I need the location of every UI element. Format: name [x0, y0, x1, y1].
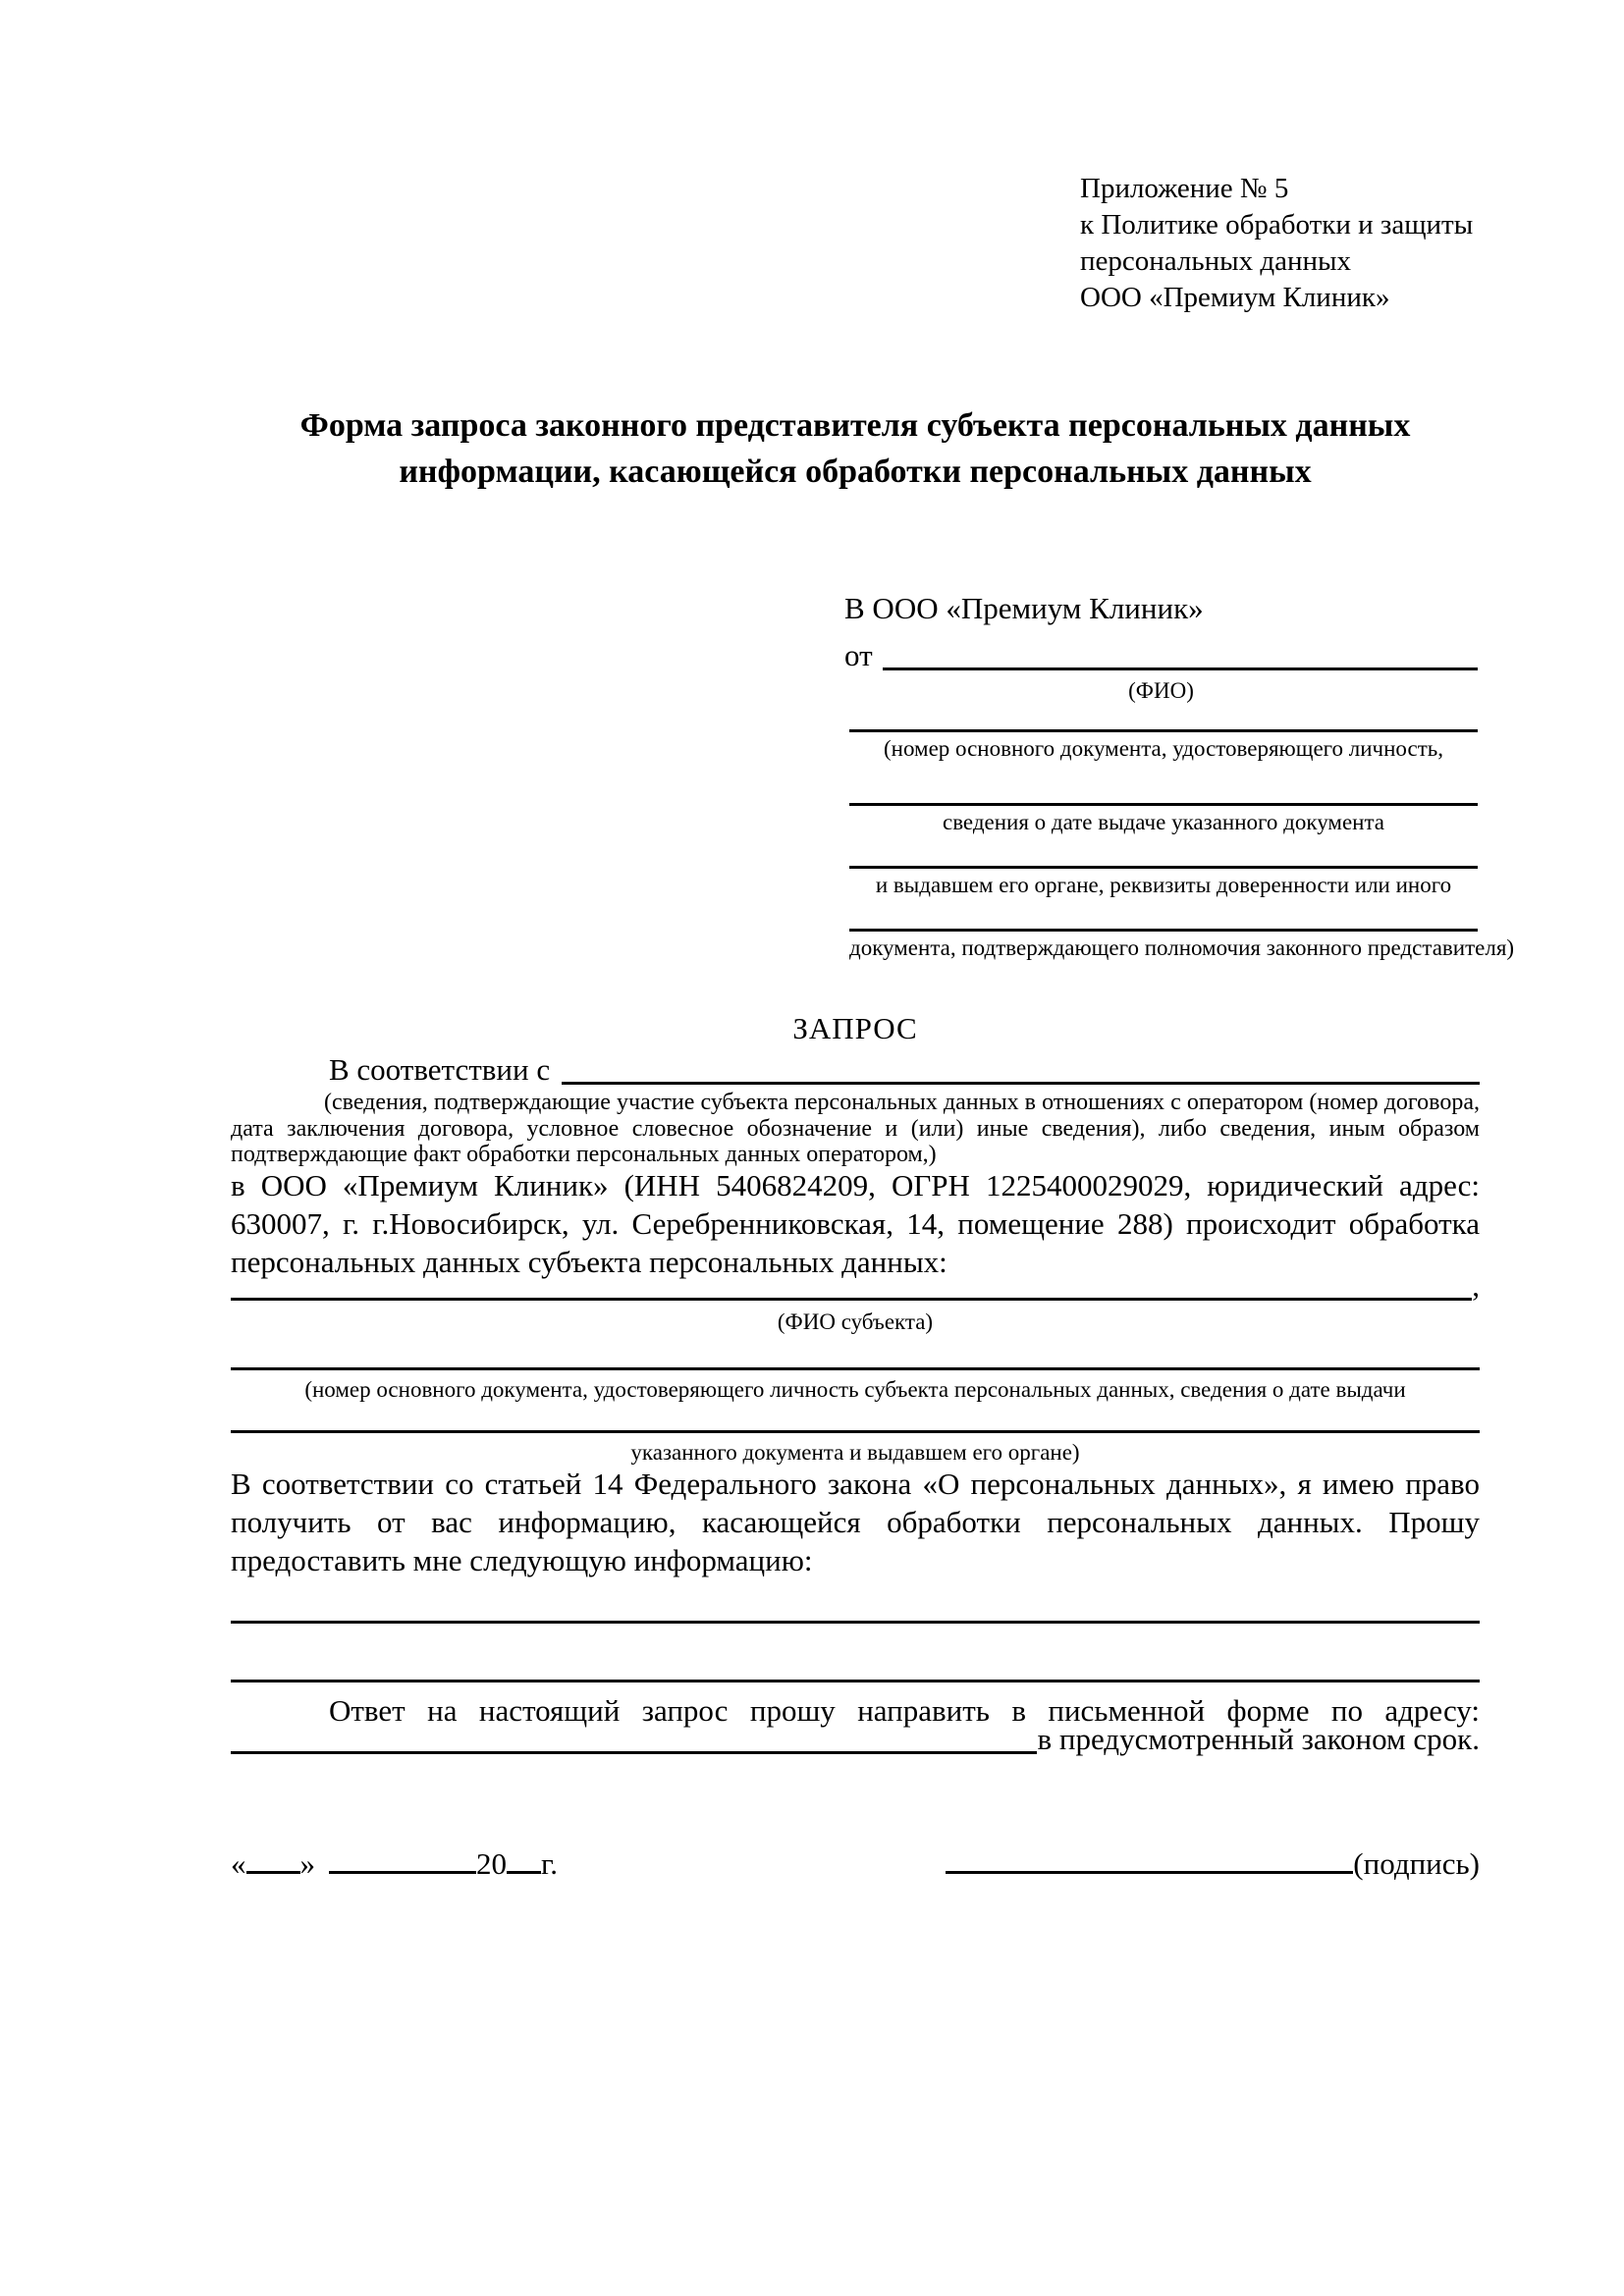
answer-suffix: в предусмотренный законом срок.: [1037, 1722, 1480, 1756]
accordance-basis-line[interactable]: [562, 1050, 1480, 1085]
basis-note: (сведения, подтверждающие участие субъекта персональных данных в отношениях с оператором (номер договора, дата заключения договора, условное словесное обозначение и (или) иные сведения), либо сведения, иным образом подтверждающие факт обработки персональных данных оператором,): [231, 1090, 1480, 1167]
subject-doc-caption-2: указанного документа и выдавшем его органе): [630, 1440, 1080, 1465]
subject-doc-line-1[interactable]: [231, 1367, 1480, 1370]
date-group: [231, 1838, 558, 1884]
answer-paragraph: Ответ на настоящий запрос прошу направить в письменной форме по адресу:: [329, 1693, 1480, 1728]
year-prefix: 20: [476, 1846, 507, 1881]
date-month-line[interactable]: [329, 1838, 476, 1874]
from-label: от: [844, 638, 873, 672]
requested-info-line-2[interactable]: [231, 1680, 1480, 1682]
date-year-line[interactable]: [507, 1838, 541, 1874]
representative-doc-line-1[interactable]: [849, 729, 1478, 763]
from-row: [844, 636, 1478, 675]
subject-doc-caption-1: (номер основного документа, удостоверяющего личность субъекта персональных данных, сведения о дате выдачи: [304, 1377, 1406, 1402]
addressee-block: [844, 589, 1478, 705]
representative-doc-caption-1: (номер основного документа, удостоверяющего личность,: [883, 736, 1443, 761]
law-paragraph: В соответствии со статьей 14 Федерального закона «О персональных данных», я имею право получить от вас информацию, касающейся обработки персональных данных. Прошу предоставить мне следующую информацию:: [231, 1467, 1480, 1577]
subject-fio-row: [231, 1266, 1480, 1306]
representative-doc-line-3[interactable]: [849, 866, 1478, 899]
addressee-org: В ООО «Премиум Клиник»: [844, 591, 1204, 625]
from-fio-line[interactable]: [883, 636, 1478, 670]
answer-address-row: [231, 1720, 1480, 1759]
accordance-label: В соответствии с: [329, 1052, 551, 1087]
subject-fio-caption: (ФИО субъекта): [777, 1309, 934, 1334]
signature-caption: (подпись): [1353, 1846, 1480, 1881]
appendix-line: ООО «Премиум Клиник»: [1080, 282, 1390, 313]
year-suffix: г.: [541, 1846, 558, 1881]
subject-doc-line-2[interactable]: [231, 1430, 1480, 1433]
date-day-line[interactable]: [246, 1838, 300, 1874]
close-quote: »: [299, 1846, 315, 1881]
requested-info-line-1[interactable]: [231, 1621, 1480, 1624]
appendix-line: Приложение № 5: [1080, 173, 1289, 204]
subject-fio-line[interactable]: [231, 1266, 1472, 1301]
appendix-line: к Политике обработки и защиты: [1080, 209, 1474, 240]
appendix-line: персональных данных: [1080, 245, 1352, 277]
operator-paragraph: в ООО «Премиум Клиник» (ИНН 5406824209, ОГРН 1225400029029, юридический адрес: 630007, г. г.Новосибирск, ул. Серебренниковская, 14, помещение 288) происходит обработка персональных данных субъекта персональных данных:: [231, 1168, 1480, 1279]
answer-address-line[interactable]: [231, 1720, 1037, 1754]
trailing-comma: ,: [1472, 1268, 1480, 1303]
representative-doc-caption-4: документа, подтверждающего полномочия законного представителя): [849, 935, 1515, 960]
accordance-row: [231, 1050, 1480, 1090]
fio-caption: (ФИО): [1128, 678, 1194, 703]
signature-group: [946, 1838, 1480, 1884]
representative-doc-line-4[interactable]: [849, 929, 1515, 962]
representative-doc-line-2[interactable]: [849, 803, 1478, 836]
representative-doc-caption-3: и выдавшем его органе, реквизиты доверенности или иного: [875, 873, 1452, 897]
signature-row: [231, 1838, 1480, 1884]
open-quote: «: [231, 1846, 246, 1881]
signature-line[interactable]: [946, 1838, 1353, 1874]
representative-doc-caption-2: сведения о дате выдаче указанного документа: [942, 810, 1385, 834]
appendix-note: [1080, 171, 1532, 316]
document-title: Форма запроса законного представителя субъекта персональных данных информации, касающейся обработки персональных данных: [299, 407, 1411, 490]
request-heading: ЗАПРОС: [792, 1011, 918, 1045]
